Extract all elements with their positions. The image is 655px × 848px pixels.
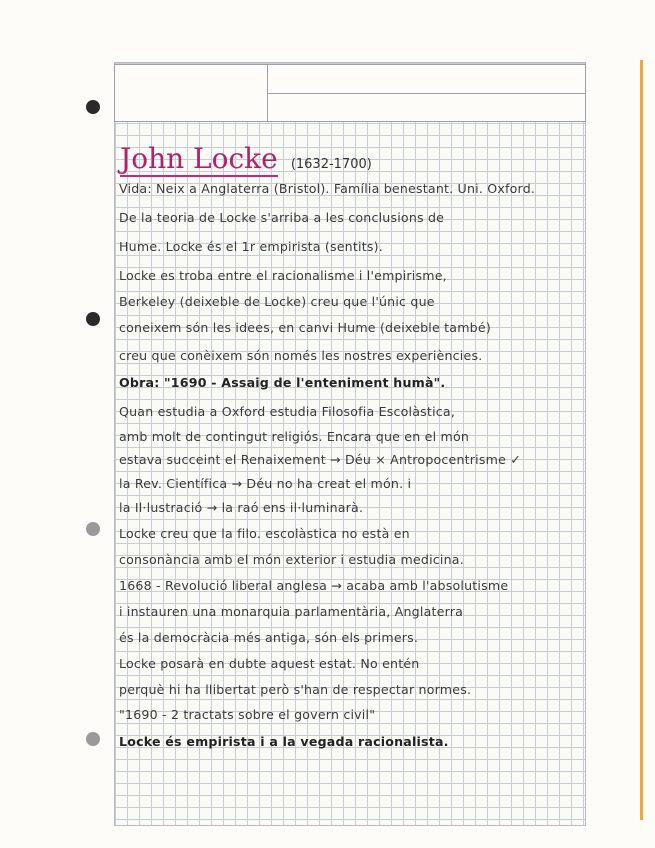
text-line: Berkeley (deixeble de Locke) creu que l'únic que (119, 294, 435, 309)
text-line: Locke es troba entre el racionalisme i l'empirisme, (119, 268, 447, 283)
text-line: estava succeint el Renaixement → Déu × Antropocentrisme ✓ (119, 452, 522, 467)
text-line: Locke creu que la filo. escolàstica no està en (119, 526, 410, 541)
binder-hole (86, 312, 100, 326)
text-line: Quan estudia a Oxford estudia Filosofia Escolàstica, (119, 404, 456, 419)
text-line: la Rev. Científica → Déu no ha creat el món. i (119, 476, 412, 491)
text-line: Locke és empirista i a la vegada racionalista. (119, 734, 449, 749)
text-line: la Il·lustració → la raó ens il·luminarà. (119, 500, 364, 515)
text-line: Locke posarà en dubte aquest estat. No entén (119, 656, 420, 671)
binder-hole (86, 100, 100, 114)
binder-hole (86, 522, 100, 536)
title-dates: (1632-1700) (290, 157, 372, 172)
text-line: creu que conèixem són només les nostres experiències. (119, 348, 483, 363)
page-title: John Locke (120, 142, 278, 175)
text-line: De la teoria de Locke s'arriba a les conclusions de (119, 210, 445, 225)
text-line: consonància amb el món exterior i estudia medicina. (119, 552, 464, 567)
text-line: Vida: Neix a Anglaterra (Bristol). Família benestant. Uni. Oxford. (119, 181, 536, 196)
text-line: Hume. Locke és el 1r empirista (sentits). (119, 239, 383, 254)
text-line: és la democràcia més antiga, són els primers. (119, 630, 419, 645)
text-line: amb molt de contingut religiós. Encara que en el món (119, 429, 470, 444)
header-divider (267, 93, 585, 94)
text-line: perquè hi ha llibertat però s'han de respectar normes. (119, 682, 472, 697)
text-line: 1668 - Revolució liberal anglesa → acaba amb l'absolutisme (119, 578, 509, 593)
text-line: i instauren una monarquia parlamentària, Anglaterra (119, 604, 464, 619)
title-row (120, 142, 372, 175)
header-box (114, 64, 586, 122)
text-line: "1690 - 2 tractats sobre el govern civil" (119, 707, 376, 722)
text-line: Obra: "1690 - Assaig de l'enteniment humà". (119, 375, 446, 390)
page-edge-strip (640, 60, 643, 820)
binder-hole (86, 732, 100, 746)
text-line: coneixem són les idees, en canvi Hume (deixeble també) (119, 320, 491, 335)
